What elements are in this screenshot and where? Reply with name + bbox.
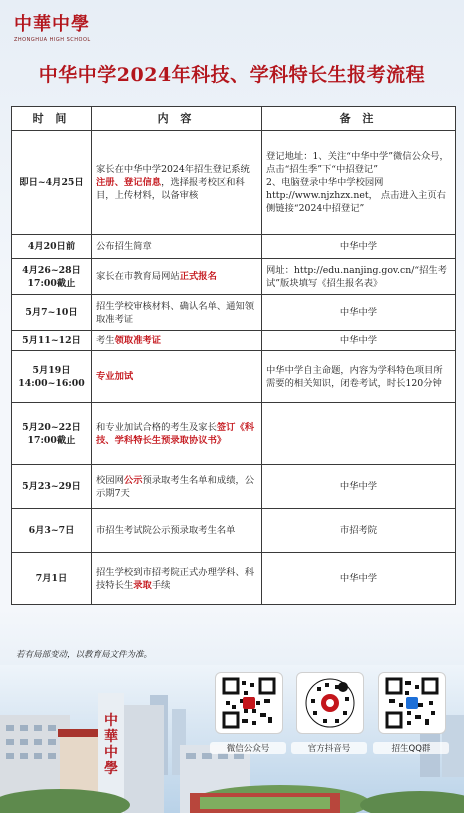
table-row [12, 465, 456, 509]
content-text: 公布招生简章 [96, 241, 152, 252]
row-time: 5月20~22日 17:00截止 [12, 403, 92, 465]
header-note: 备 注 [262, 107, 456, 131]
row-note [262, 351, 456, 403]
content-text: 招生学校审核材料、确认名单、通知领取准考证 [96, 300, 255, 325]
table-row [12, 331, 456, 351]
highlighted-text: 注册、登记信息 [96, 177, 162, 188]
qr-label-douyin: 官方抖音号 [291, 742, 367, 754]
row-note [262, 331, 456, 351]
content-text: 家长在中华中学2024年招生登记系统 [96, 164, 250, 175]
note-line: 登记地址：1、关注“中华中学”微信公众号，点击“招生季”下“中招登记” [266, 151, 449, 175]
qr-label-wechat: 微信公众号 [210, 742, 286, 754]
header-content: 内 容 [92, 107, 262, 131]
row-content [92, 259, 262, 295]
highlighted-text: 录取 [133, 579, 152, 591]
row-note [262, 403, 456, 465]
row-note [262, 465, 456, 509]
highlighted-text: 正式报名 [179, 271, 217, 282]
row-note [262, 509, 456, 553]
table-row [12, 235, 456, 259]
page-title: 中华中学2024年科技、学科特长生报考流程 [38, 64, 426, 86]
qr-label-qq: 招生QQ群 [373, 742, 449, 754]
content-text: 校园网 [96, 474, 124, 486]
row-note [262, 259, 456, 295]
content-text: 手续 [151, 579, 171, 591]
content-text: 家长在市教育局网站 [96, 271, 180, 282]
content-text: 预录取考生名单和成绩，公示期7天 [96, 474, 255, 499]
row-content [92, 553, 262, 605]
row-time: 即日~4月25日 [12, 131, 92, 235]
content-text: 招生学校到市招考院正式办理学科、科技特长生 [96, 566, 255, 591]
highlighted-text: 专业加试 [96, 371, 134, 382]
row-time: 5月19日 14:00~16:00 [12, 351, 92, 403]
qr-code-icon [216, 673, 282, 733]
note-line: 中华中学自主命题，内容为学科特色项目所需要的相关知识，闭卷考试，时长120分钟 [266, 364, 443, 389]
footnote: 若有局部变动，以教育局文件为准。 [16, 650, 153, 660]
table-row [12, 553, 456, 605]
wechat-qr-code[interactable] [215, 672, 283, 734]
note-line: 中华中学 [339, 307, 378, 318]
header-time: 时 间 [12, 107, 92, 131]
row-content [92, 509, 262, 553]
row-content [92, 403, 262, 465]
table-row [12, 295, 456, 331]
douyin-qr-code[interactable] [296, 672, 364, 734]
school-logo [14, 10, 134, 44]
table-row [12, 259, 456, 295]
row-content [92, 235, 262, 259]
building-sign: 中華中學 [104, 713, 118, 777]
row-time: 4月26~28日 17:00截止 [12, 259, 92, 295]
note-line: 中华中学 [339, 481, 378, 492]
row-time: 5月7~10日 [12, 295, 92, 331]
table-row [12, 131, 456, 235]
qq-group-qr-code[interactable] [378, 672, 446, 734]
note-line: 中华中学 [339, 573, 378, 584]
logo-subtext: ZHONGHUA HIGH SCHOOL [14, 37, 91, 43]
table-row [12, 403, 456, 465]
highlighted-text: 领取准考证 [114, 335, 162, 346]
row-content [92, 465, 262, 509]
row-content [92, 295, 262, 331]
douyin-qr-icon [297, 673, 363, 733]
table-row [12, 351, 456, 403]
table-row [12, 509, 456, 553]
note-line: 中华中学 [339, 241, 378, 252]
row-time: 5月11~12日 [12, 331, 92, 351]
row-content [92, 331, 262, 351]
content-text: ，选择报考校区和科目，上传材料，以备审核 [96, 177, 245, 201]
table-header-row [12, 107, 456, 131]
note-line: 市招考院 [339, 525, 378, 536]
row-note [262, 131, 456, 235]
row-time: 6月3~7日 [12, 509, 92, 553]
qr-code-icon [379, 673, 445, 733]
row-time: 4月20日前 [12, 235, 92, 259]
note-line: 网址：http://edu.nanjing.gov.cn/“招生考试”版块填写《招生报名表》 [266, 264, 447, 289]
note-line: 2、电脑登录中华中学校园网 http://www.njzhzx.net， 点击进入主页右侧链接“2024中招登记” [266, 177, 446, 214]
content-text: 考生 [96, 335, 115, 346]
row-note [262, 553, 456, 605]
row-content [92, 131, 262, 235]
row-note [262, 295, 456, 331]
row-content [92, 351, 262, 403]
highlighted-text: 公示 [123, 474, 143, 486]
content-text: 市招生考试院公示预录取考生名单 [96, 525, 236, 536]
row-time: 5月23~29日 [12, 465, 92, 509]
row-time: 7月1日 [12, 553, 92, 605]
admission-process-table [11, 106, 456, 605]
logo-text: 中華中學 [14, 14, 90, 35]
highlighted-text: 签订《科技、学科特长生预录取协议书》 [96, 421, 255, 446]
row-note [262, 235, 456, 259]
note-line: 中华中学 [339, 335, 378, 346]
content-text: 和专业加试合格的考生及家长 [96, 421, 217, 433]
